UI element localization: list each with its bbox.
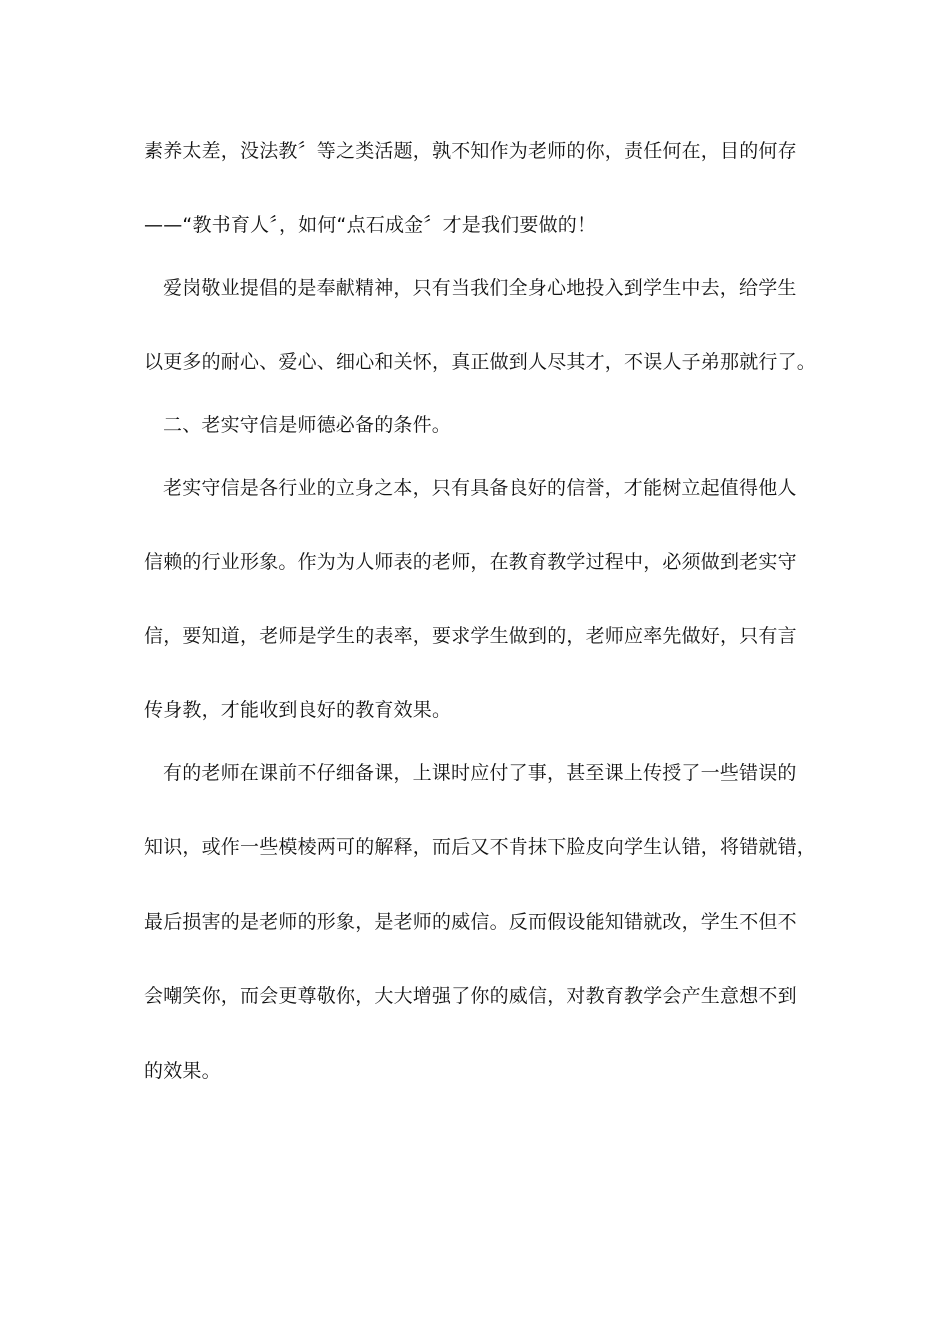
text-line: 知识，或作一些模棱两可的解释，而后又不肯抹下脸皮向学生认错，将错就错， [144, 836, 817, 858]
text-line: 信赖的行业形象。作为为人师表的老师，在教育教学过程中，必须做到老实守 [144, 551, 797, 573]
text-line: 最后损害的是老师的形象，是老师的威信。反而假设能知错就改，学生不但不 [144, 911, 797, 933]
text-line: 信，要知道，老师是学生的表率，要求学生做到的，老师应率先做好，只有言 [144, 625, 797, 647]
section-heading: 二、老实守信是师德必备的条件。 [163, 414, 452, 436]
text-line: 素养太差，没法教〞等之类活题，孰不知作为老师的你，责任何在，目的何存 [144, 140, 797, 162]
paragraph-first-line: 有的老师在课前不仔细备课，上课时应付了事，甚至课上传授了一些错误的 [163, 762, 797, 784]
paragraph-first-line: 老实守信是各行业的立身之本，只有具备良好的信誉，才能树立起值得他人 [163, 477, 797, 499]
text-line: ——“教书育人〞，如何“点石成金〞才是我们要做的！ [144, 214, 597, 236]
paragraph-first-line: 爱岗敬业提倡的是奉献精神，只有当我们全身心地投入到学生中去，给学生 [163, 277, 797, 299]
text-line: 传身教，才能收到良好的教育效果。 [144, 699, 452, 721]
text-line: 会嘲笑你，而会更尊敬你，大大增强了你的威信，对教育教学会产生意想不到 [144, 985, 797, 1007]
text-line: 的效果。 [144, 1060, 221, 1082]
text-line: 以更多的耐心、爱心、细心和关怀，真正做到人尽其才，不误人子弟那就行了。 [144, 351, 817, 373]
